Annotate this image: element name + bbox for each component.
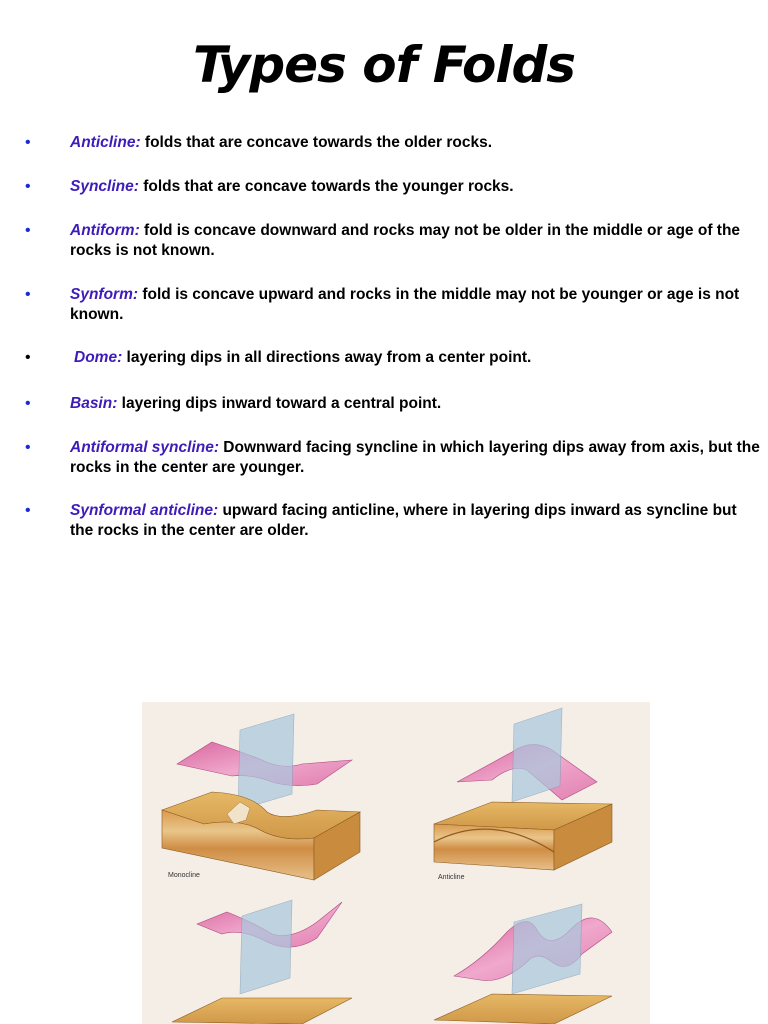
anticline-caption: Anticline (438, 874, 465, 881)
list-item (70, 133, 760, 153)
definition: fold is concave downward and rocks may not be older in the middle or age of the rocks is not known. (70, 222, 741, 259)
fold-diagrams-figure (142, 702, 650, 1024)
bullet: • (25, 134, 31, 151)
bullet: • (25, 349, 31, 366)
definition: folds that are concave towards the younger rocks. (138, 178, 514, 195)
bullet: • (25, 502, 31, 519)
term: Dome: (74, 349, 123, 366)
bullet: • (25, 222, 31, 239)
term: Antiform: (70, 222, 140, 239)
bullet: • (25, 395, 31, 412)
fold-diagram-bottom-left (172, 900, 352, 1024)
list-item (70, 221, 760, 260)
fold-diagram-bottom-right (434, 904, 612, 1024)
list-item (70, 394, 760, 414)
list-item (70, 177, 760, 197)
bullet: • (25, 178, 31, 195)
anticline-diagram (434, 708, 612, 870)
term: Synform: (70, 286, 139, 303)
term: Synformal anticline: (70, 502, 219, 519)
monocline-diagram (162, 714, 360, 880)
bullet: • (25, 286, 31, 303)
definition: Downward facing syncline in which layering dips away from axis, but the rocks in the center are younger. (70, 439, 760, 476)
list-item (70, 285, 760, 324)
term: Anticline: (70, 134, 141, 151)
definition: fold is concave upward and rocks in the middle may not be younger or age is not known. (70, 286, 740, 323)
list-item (70, 438, 760, 477)
definition: layering dips inward toward a central point. (117, 395, 442, 412)
page-title: Types of Folds (192, 36, 576, 94)
list-item (74, 348, 764, 368)
list-item (70, 501, 760, 540)
definition: upward facing anticline, where in layering dips inward as syncline but the rocks in the center are older. (70, 502, 737, 539)
definition: layering dips in all directions away from a center point. (122, 349, 532, 366)
term: Antiformal syncline: (70, 439, 219, 456)
fold-diagrams-illustration (142, 702, 650, 1024)
monocline-caption: Monocline (168, 872, 200, 879)
definition: folds that are concave towards the older rocks. (140, 134, 493, 151)
term: Syncline: (70, 178, 139, 195)
bullet: • (25, 439, 31, 456)
term: Basin: (70, 395, 118, 412)
